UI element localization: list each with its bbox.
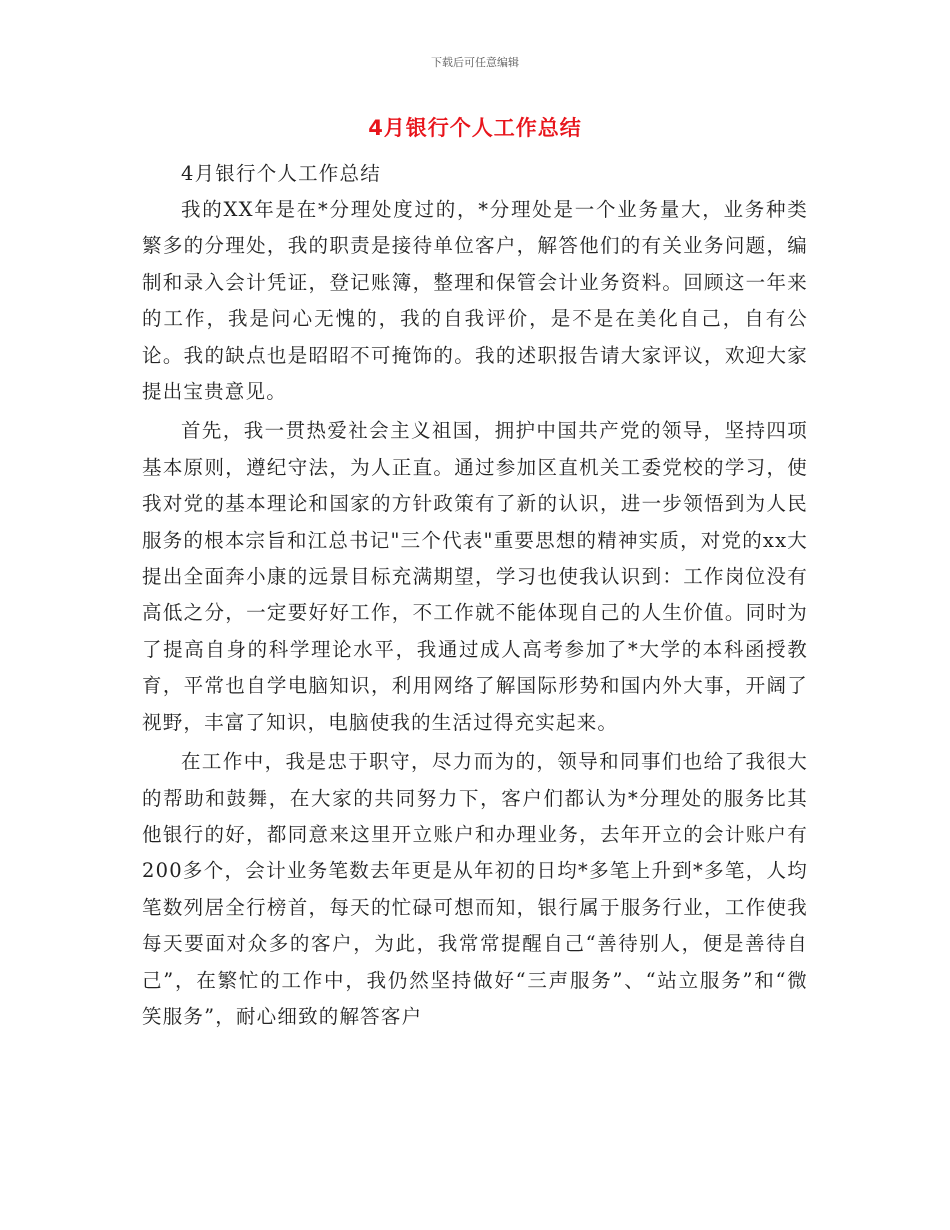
paragraph-work-service: 在工作中，我是忠于职守，尽力而为的，领导和同事们也给了我很大的帮助和鼓舞，在大家的共同努力下，客户们都认为*分理处的服务比其他银行的好，都同意来这里开立账户和办理业务，去年开立的会计账户有200多个，会计业务笔数去年更是从年初的日均*多笔上升到*多笔，人均笔数列居全行榜首，每天的忙碌可想而知，银行属于服务行业，工作使我每天要面对众多的客户，为此，我常常提醒自己“善待别人，便是善待自己”，在繁忙的工作中，我仍然坚持做好“三声服务”、“站立服务”和“微笑服务”，耐心细致的解答客户 xyxy=(142,750,808,1028)
document-title: 4月银行个人工作总结 xyxy=(368,116,582,140)
header-note: 下载后可任意编辑 xyxy=(431,56,519,69)
document-body xyxy=(142,156,808,1035)
paragraph-politics-study: 首先，我一贯热爱社会主义祖国，拥护中国共产党的领导，坚持四项基本原则，遵纪守法，为人正直。通过参加区直机关工委党校的学习，使我对党的基本理论和国家的方针政策有了新的认识，进一步领悟到为人民服务的根本宗旨和江总书记"三个代表"重要思想的精神实质，对党的xx大提出全面奔小康的远景目标充满期望，学习也使我认识到：工作岗位没有高低之分，一定要好好工作，不工作就不能体现自己的人生价值。同时为了提高自身的科学理论水平，我通过成人高考参加了*大学的本科函授教育，平常也自学电脑知识，利用网络了解国际形势和国内外大事，开阔了视野，丰富了知识，电脑使我的生活过得充实起来。 xyxy=(142,419,808,734)
paragraph-intro: 我的XX年是在*分理处度过的，*分理处是一个业务量大，业务种类繁多的分理处，我的职责是接待单位客户，解答他们的有关业务问题，编制和录入会计凭证，登记账簿，整理和保管会计业务资料。回顾这一年来的工作，我是问心无愧的，我的自我评价，是不是在美化自己，自有公论。我的缺点也是昭昭不可掩饰的。我的述职报告请大家评议，欢迎大家提出宝贵意见。 xyxy=(142,198,808,404)
document-subtitle: 4月银行个人工作总结 xyxy=(181,162,381,185)
